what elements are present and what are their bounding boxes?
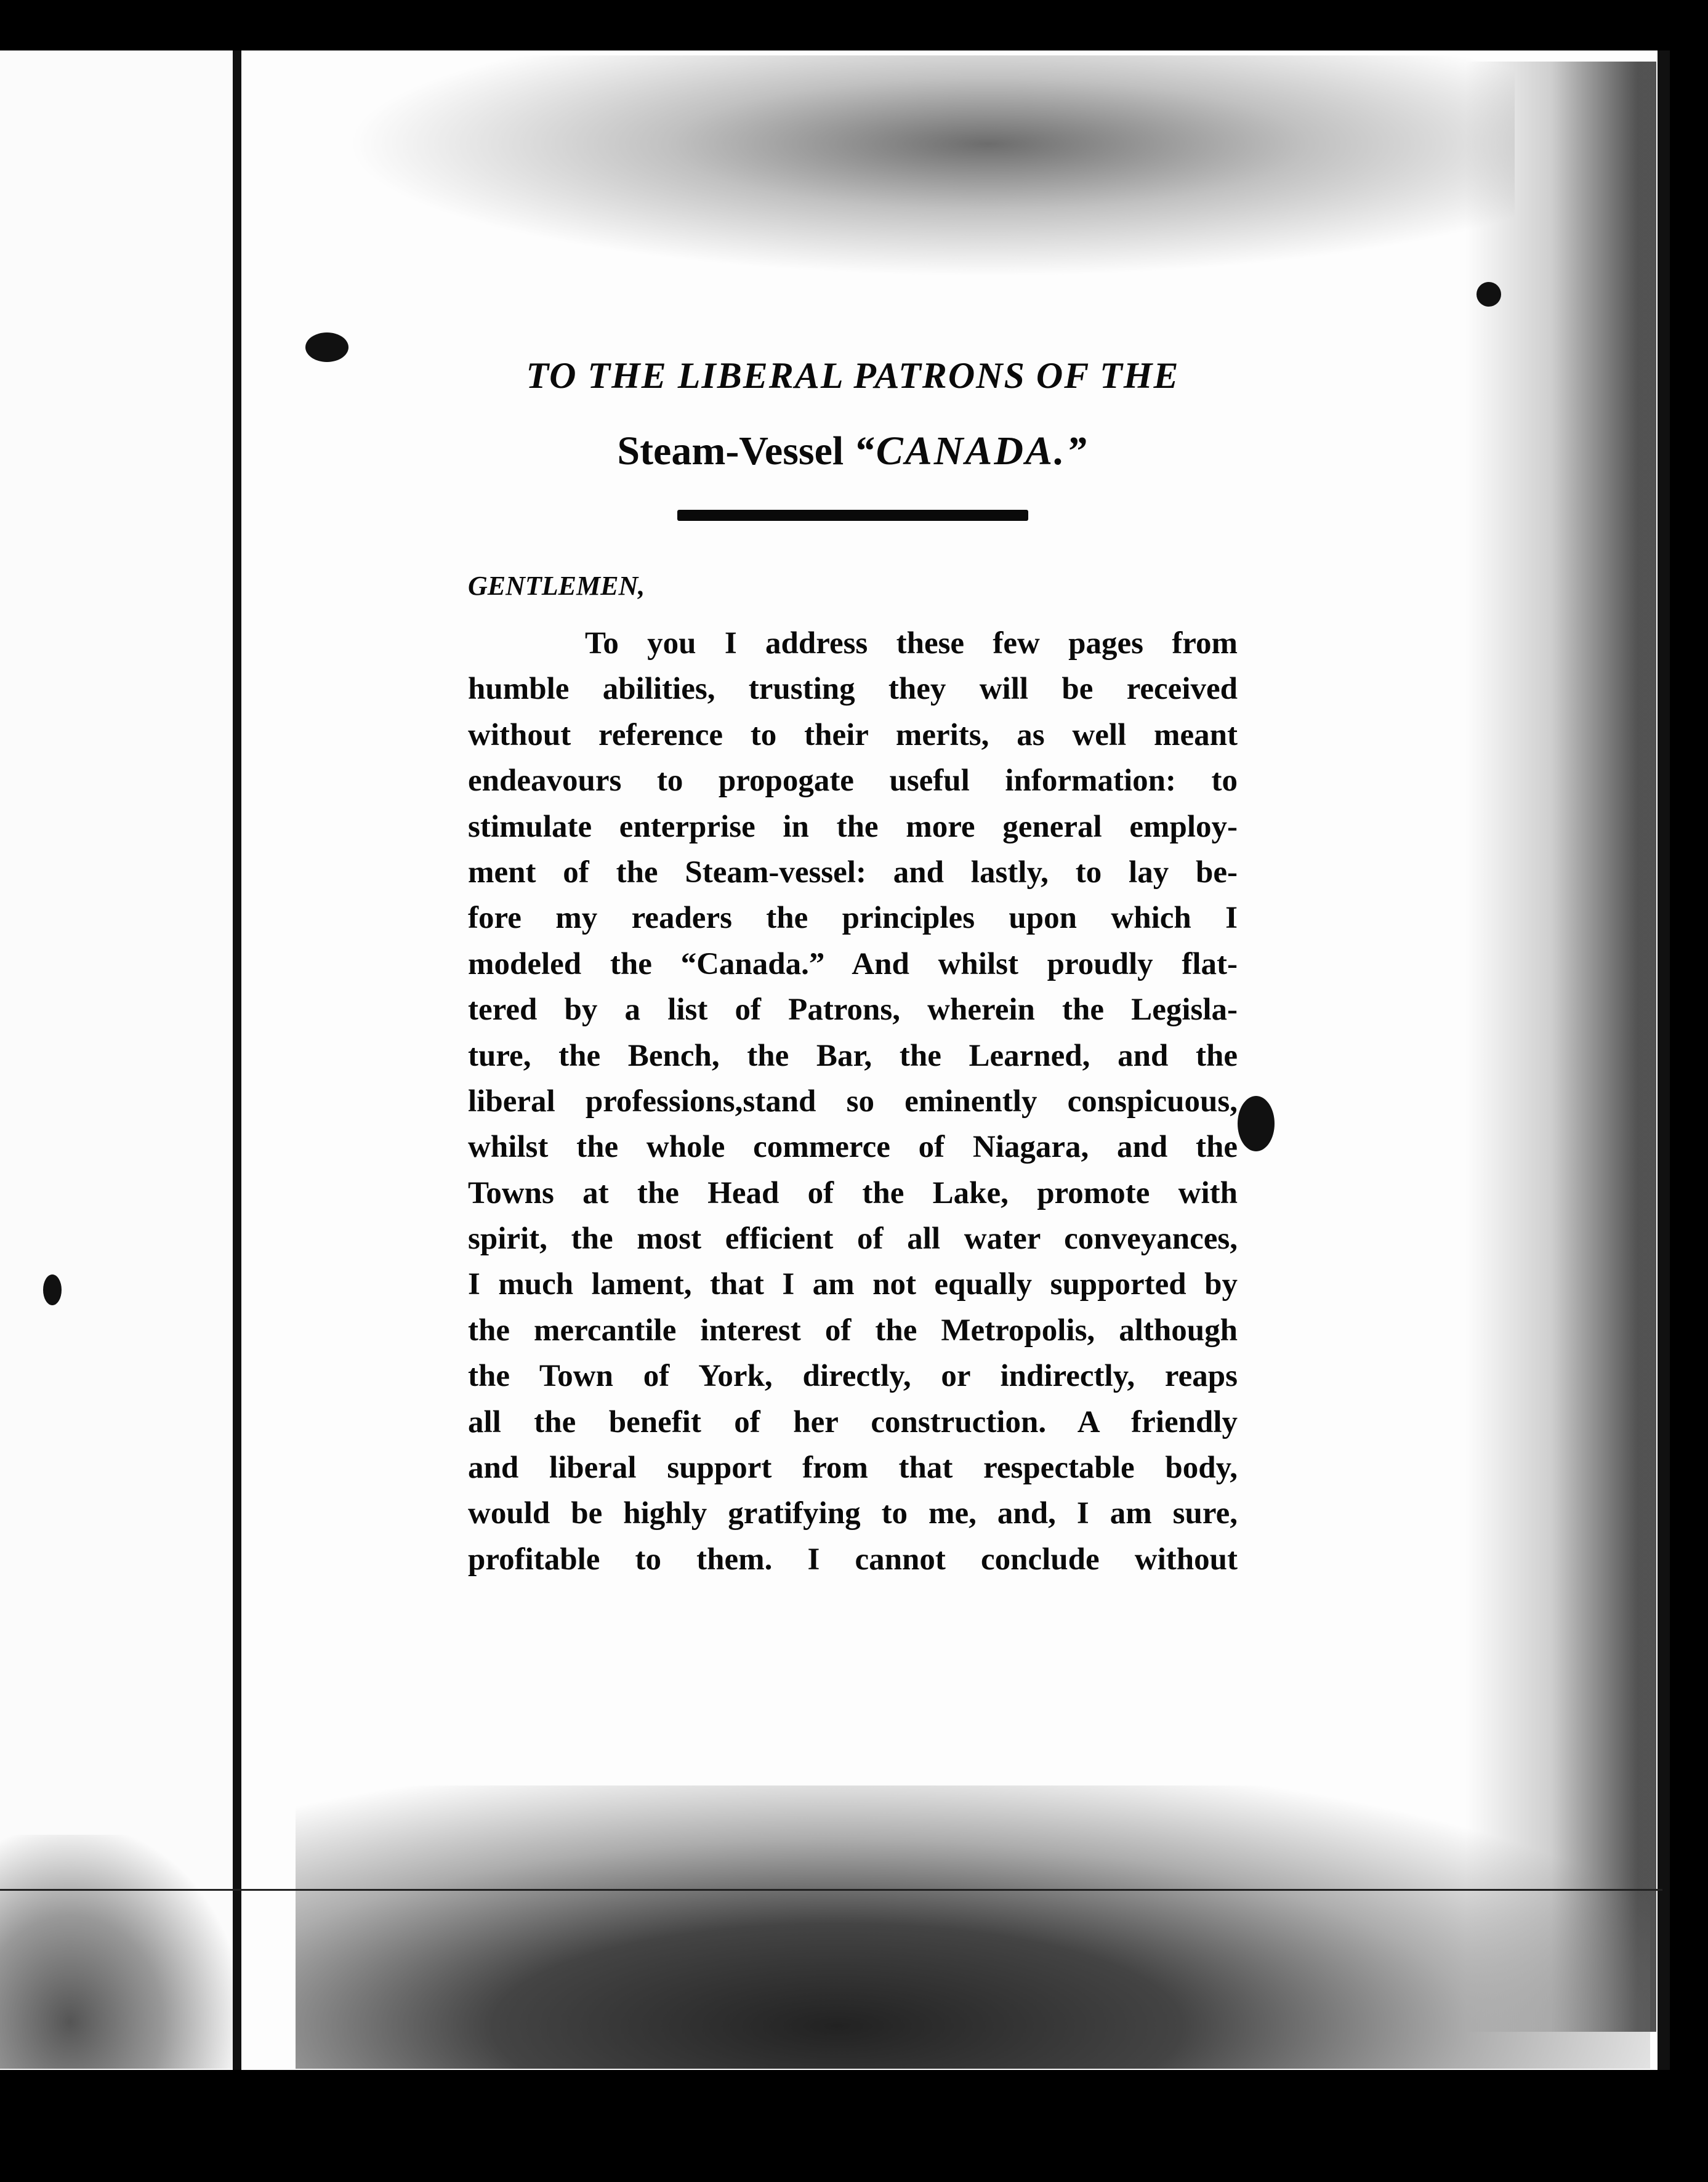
ink-blot [43,1274,62,1305]
body-line: all the benefit of her construction. A friendly [468,1404,1238,1439]
vessel-name: “CANADA.” [853,429,1089,473]
top-water-stain [345,55,1515,277]
body-line: spirit, the most efficient of all water conveyances, [468,1222,1238,1257]
page-title: TO THE LIBERAL PATRONS OF THE [526,355,1180,396]
facing-page-stain [0,1835,234,2069]
binding-gutter [233,50,241,2070]
body-line: liberal professions,stand so eminently conspicuous, [468,1084,1238,1119]
body-line: and liberal support from that respectable body, [468,1451,1238,1486]
body-line: humble abilities, trusting they will be received [468,672,1238,707]
fold-line [0,1889,1662,1891]
body-line: without reference to their merits, as well meant [468,717,1238,752]
body-line: stimulate enterprise in the more general employ- [468,809,1238,844]
ink-blot [305,332,348,362]
right-margin-stain [1465,62,1656,2032]
body-line: endeavours to propogate useful information: to [468,763,1238,799]
subtitle-prefix: Steam-Vessel [617,429,844,473]
body-line: fore my readers the principles upon which I [468,901,1238,936]
salutation: GENTLEMEN, [468,571,645,601]
body-line: the mercantile interest of the Metropolis, although [468,1313,1238,1348]
body-line: I much lament, that I am not equally supported by [468,1267,1238,1302]
ink-blot [1476,282,1501,307]
bottom-water-stain [296,1785,1650,2069]
facing-page-edge [0,50,234,2070]
body-line: tered by a list of Patrons, wherein the Legisla- [468,992,1238,1028]
page-subtitle [468,431,1238,472]
page-right-edge [1658,50,1670,2070]
body-line: ment of the Steam-vessel: and lastly, to lay be- [468,855,1238,890]
body-line: the Town of York, directly, or indirectly, reaps [468,1359,1238,1394]
document-text-block [468,357,1238,1582]
title-rule [677,510,1028,521]
body-line: whilst the whole commerce of Niagara, and the [468,1130,1238,1165]
body-line: Towns at the Head of the Lake, promote with [468,1175,1238,1210]
body-line: profitable to them. I cannot conclude without [468,1542,1238,1577]
body-line: would be highly gratifying to me, and, I am sure, [468,1496,1238,1531]
body-line: To you I address these few pages from [585,626,1238,661]
body-line: modeled the “Canada.” And whilst proudly flat- [468,946,1238,981]
body-paragraph [468,621,1238,1582]
body-line: ture, the Bench, the Bar, the Learned, and the [468,1038,1238,1073]
ink-blot [1238,1096,1275,1151]
